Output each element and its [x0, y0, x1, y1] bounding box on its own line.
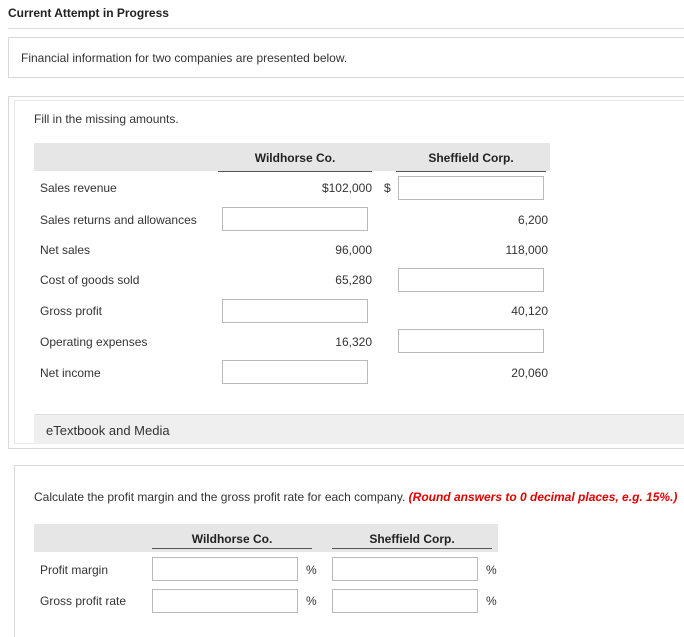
wildhorse-net-sales-value: 96,000 — [335, 243, 372, 257]
row-label-profit-margin: Profit margin — [40, 563, 109, 577]
sheffield-sales-returns-value: 6,200 — [517, 213, 548, 227]
sheffield-gross-profit-value: 40,120 — [511, 304, 548, 318]
table2-col-sheffield: Sheffield Corp. — [369, 532, 455, 546]
sheffield-sales-revenue-input[interactable] — [398, 176, 544, 200]
table1-col-sheffield-underline — [396, 171, 546, 172]
wildhorse-gross-profit-input[interactable] — [222, 299, 368, 323]
part2-instruction-line — [34, 490, 677, 504]
dollar-sign: $ — [384, 181, 391, 195]
percent-sign: % — [486, 563, 497, 577]
wildhorse-net-income-input[interactable] — [222, 360, 368, 384]
row-label-operating-expenses: Operating expenses — [40, 335, 148, 349]
intro-text: Financial information for two companies are presented below. — [21, 51, 348, 65]
row-label-net-income: Net income — [40, 366, 101, 380]
wildhorse-profit-margin-input[interactable] — [152, 557, 298, 581]
sheffield-gross-profit-rate-input[interactable] — [332, 589, 478, 613]
wildhorse-cogs-value: 65,280 — [335, 273, 372, 287]
rounding-note: (Round answers to 0 decimal places, e.g. 15%.) — [408, 490, 678, 504]
wildhorse-sales-revenue-value: $102,000 — [321, 181, 372, 195]
percent-sign: % — [306, 563, 317, 577]
percent-sign: % — [306, 594, 317, 608]
table1-col-wildhorse: Wildhorse Co. — [254, 151, 336, 165]
sheffield-profit-margin-input[interactable] — [332, 557, 478, 581]
table2-col-wildhorse-underline — [152, 548, 312, 549]
sheffield-cogs-input[interactable] — [398, 268, 544, 292]
sheffield-net-sales-value: 118,000 — [505, 243, 548, 257]
part2-instruction: Calculate the profit margin and the gross profit rate for each company. — [34, 490, 406, 504]
table1-col-sheffield: Sheffield Corp. — [428, 151, 514, 165]
row-label-cogs: Cost of goods sold — [40, 273, 140, 287]
table1-col-wildhorse-underline — [218, 171, 372, 172]
row-label-gross-profit: Gross profit — [40, 304, 103, 318]
wildhorse-operating-expenses-value: 16,320 — [335, 335, 372, 349]
sheffield-net-income-value: 20,060 — [511, 366, 548, 380]
part1-instruction: Fill in the missing amounts. — [34, 112, 179, 126]
table2-col-wildhorse: Wildhorse Co. — [191, 532, 273, 546]
etextbook-link[interactable]: eTextbook and Media — [46, 423, 170, 438]
table2-col-sheffield-underline — [332, 548, 492, 549]
row-label-gross-profit-rate: Gross profit rate — [40, 594, 127, 608]
sheffield-operating-expenses-input[interactable] — [398, 329, 544, 353]
row-label-sales-returns: Sales returns and allowances — [40, 213, 197, 227]
row-label-net-sales: Net sales — [40, 243, 91, 257]
attempt-title: Current Attempt in Progress — [8, 6, 169, 20]
row-label-sales-revenue: Sales revenue — [40, 181, 117, 195]
percent-sign: % — [486, 594, 497, 608]
wildhorse-gross-profit-rate-input[interactable] — [152, 589, 298, 613]
wildhorse-sales-returns-input[interactable] — [222, 207, 368, 231]
header-divider — [8, 28, 684, 29]
